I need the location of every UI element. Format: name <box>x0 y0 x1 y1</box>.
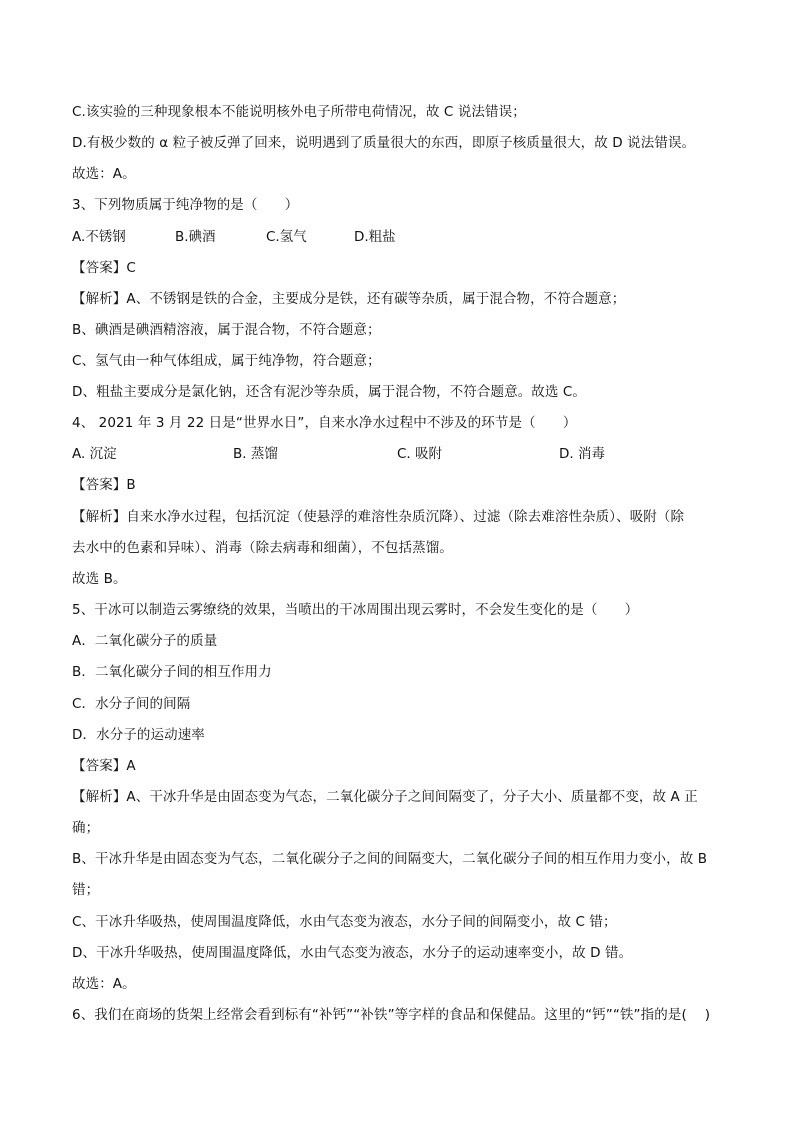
option-b: B．二氧化碳分子间的相互作用力 <box>72 664 272 680</box>
analysis-line: D.有极少数的 α 粒子被反弹了回来，说明遇到了质量很大的东西，即原子核质量很大，故 D 说法错误。 <box>72 135 696 151</box>
answer-choice-line: 故选：A。 <box>72 166 136 182</box>
answer-label: 【答案】A <box>72 758 136 774</box>
option-c: C.氢气 <box>266 229 307 245</box>
question-6: 6、我们在商场的货架上经常会看到标有“补钙”“补铁”等字样的食品和保健品。这里的“钙”“铁”指的是( ) <box>72 1007 711 1023</box>
option-a: A．二氧化碳分子的质量 <box>72 633 218 649</box>
question-3: 3、下列物质属于纯净物的是（ ） <box>72 197 299 213</box>
question-3-options <box>72 228 732 246</box>
answer-choice-line: 故选：A。 <box>72 976 136 992</box>
analysis-line: C、干冰升华吸热，使周围温度降低，水由气态变为液态，水分子间的间隔变小，故 C 错； <box>72 914 617 930</box>
option-c: C．水分子间的间隔 <box>72 696 191 712</box>
analysis-line: D、粗盐主要成分是氯化钠，还含有泥沙等杂质，属于混合物，不符合题意。故选 C。 <box>72 384 587 400</box>
question-4: 4、 2021 年 3 月 22 日是“世界水日”，自来水净水过程中不涉及的环节是（ ） <box>72 415 577 431</box>
answer-label: 【答案】B <box>72 477 136 493</box>
analysis-line: C、氢气由一种气体组成，属于纯净物，符合题意； <box>72 353 381 369</box>
option-b: B. 蒸馏 <box>233 446 278 462</box>
analysis-line: 【解析】A、不锈钢是铁的合金，主要成分是铁，还有碳等杂质，属于混合物，不符合题意； <box>72 291 626 307</box>
analysis-line: D、干冰升华吸热，使周围温度降低，水由气态变为液态，水分子的运动速率变小，故 D 错。 <box>72 945 633 961</box>
analysis-line: B、碘酒是碘酒精溶液，属于混合物，不符合题意； <box>72 322 381 338</box>
analysis-line: 去水中的色素和异味）、消毒（除去病毒和细菌），不包括蒸馏。 <box>72 540 453 556</box>
analysis-line: 错； <box>72 882 100 898</box>
question-4-options <box>72 445 732 463</box>
option-a: A. 沉淀 <box>72 446 117 462</box>
option-a: A.不锈钢 <box>72 229 126 245</box>
analysis-line: B、干冰升华是由固态变为气态，二氧化碳分子之间的间隔变大，二氧化碳分子间的相互作用力变小，故 B <box>72 851 708 867</box>
answer-label: 【答案】C <box>72 260 136 276</box>
analysis-line: C.该实验的三种现象根本不能说明核外电子所带电荷情况，故 C 说法错误； <box>72 104 526 120</box>
analysis-line: 【解析】A、干冰升华是由固态变为气态，二氧化碳分子之间间隔变了，分子大小、质量都不变，故 A 正 <box>72 789 698 805</box>
question-5: 5、干冰可以制造云雾缭绕的效果，当喷出的干冰周围出现云雾时，不会发生变化的是（ ） <box>72 602 639 618</box>
answer-choice-line: 故选 B。 <box>72 571 127 587</box>
option-c: C. 吸附 <box>397 446 443 462</box>
analysis-line: 确； <box>72 820 100 836</box>
option-b: B.碘酒 <box>175 229 216 245</box>
option-d: D.粗盐 <box>354 229 396 245</box>
option-d: D．水分子的运动速率 <box>72 727 205 743</box>
analysis-line: 【解析】自来水净水过程，包括沉淀（使悬浮的难溶性杂质沉降）、过滤（除去难溶性杂质）、吸附（除 <box>72 509 685 525</box>
option-d: D. 消毒 <box>559 446 605 462</box>
